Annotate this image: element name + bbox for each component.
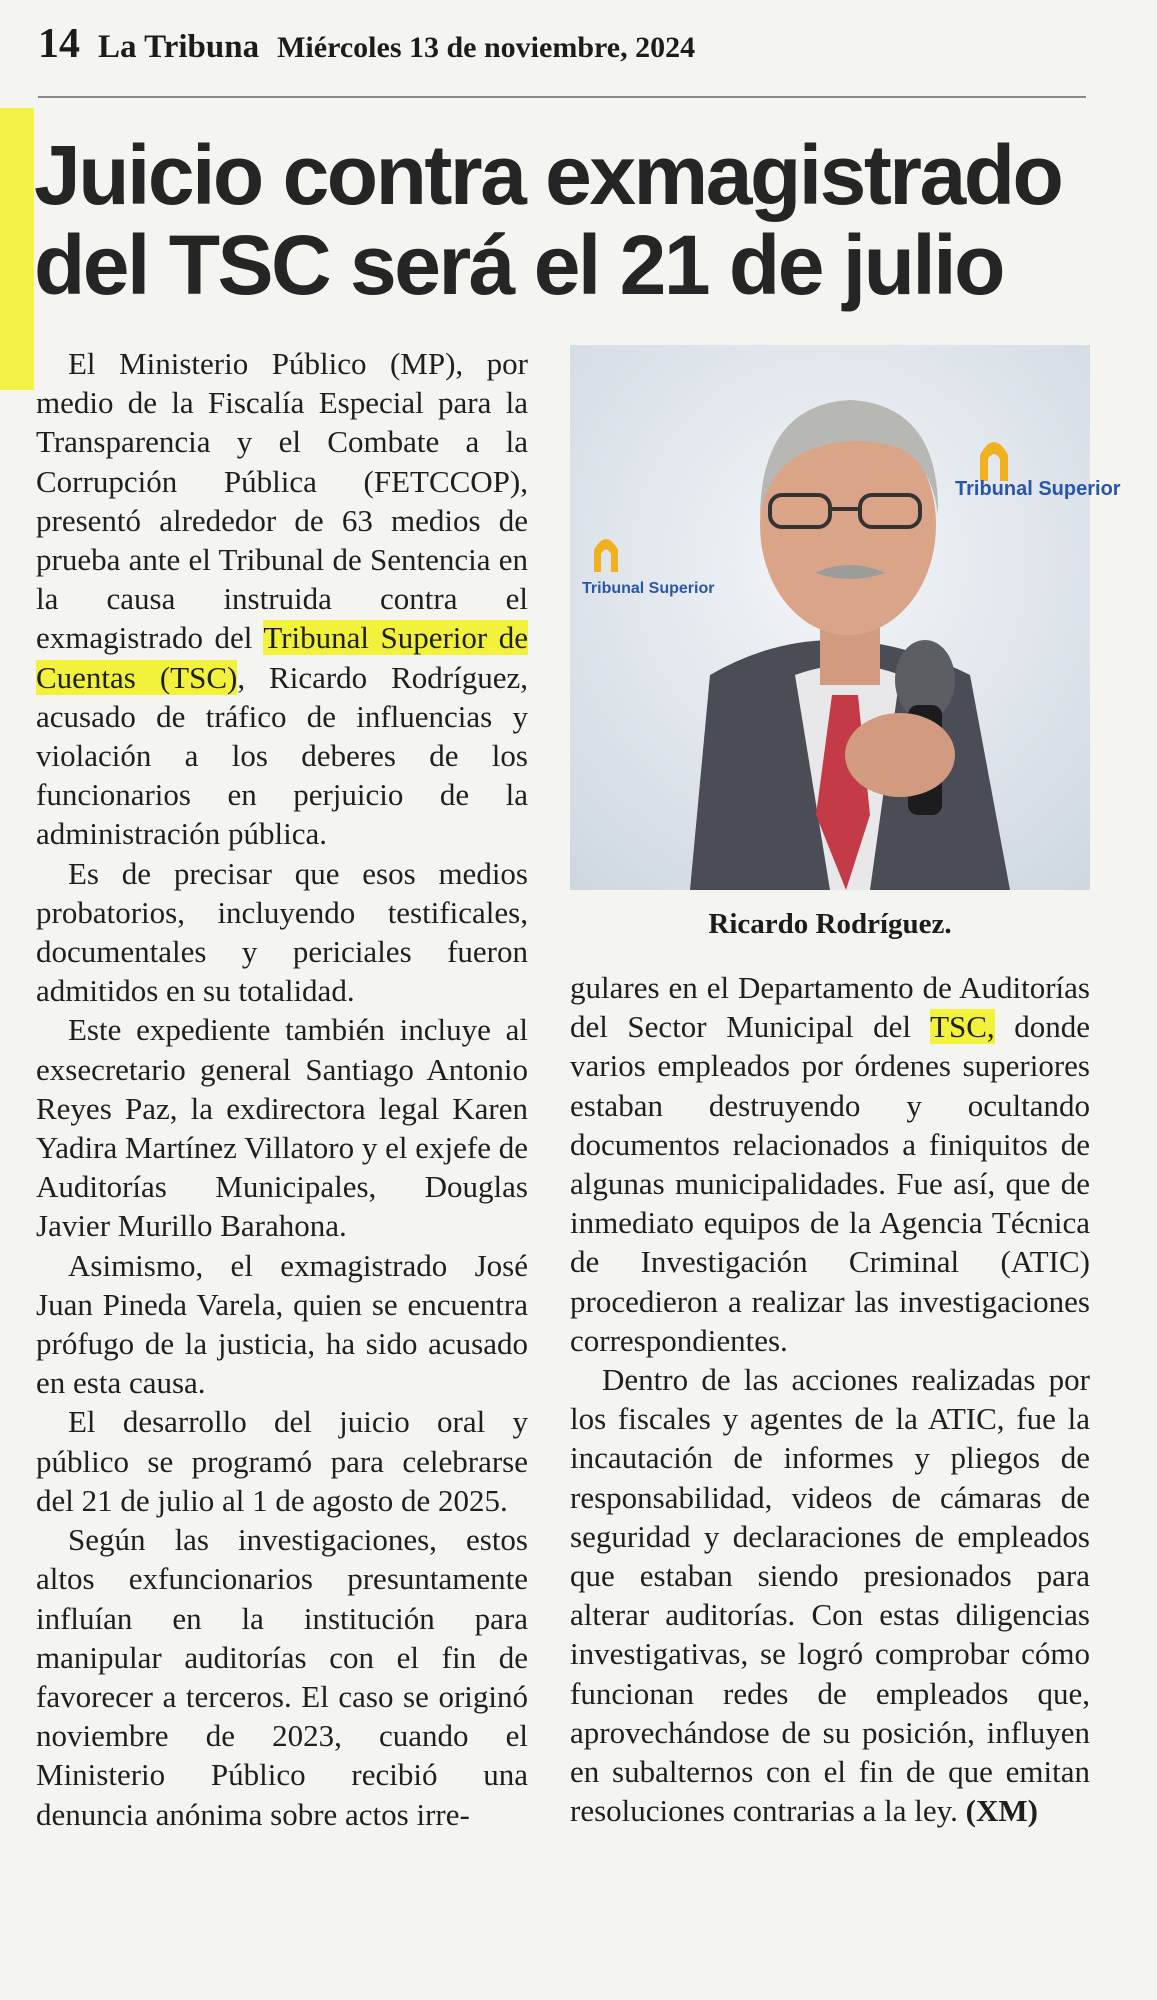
- article-column-left: [36, 344, 528, 1834]
- paragraph-7-text-end: donde varios empleados por órdenes superiores estaban destruyendo y ocultando documentos relacionados a finiquitos de algunas municipalidades. Fue así, que de inmediato equipos de la Agencia Técnica de Investigación Criminal (ATIC) procedieron a realizar las investigaciones correspondientes.: [570, 1009, 1090, 1358]
- article-photo: [570, 345, 1121, 890]
- paragraph-1-text-end: , Ricardo Rodríguez, acusado de tráfico de influencias y violación a los deberes de los funcionarios en perjuicio de la administración pública.: [36, 659, 528, 852]
- paragraph-7-text: gulares en el Departamento de Auditorías del Sector Municipal del: [570, 970, 1090, 1045]
- headline-line-1: Juicio contra exmagistrado: [34, 128, 1062, 222]
- page-number: 14: [38, 21, 80, 67]
- paragraph-6: Según las investigaciones, estos altos exfuncionarios presuntamente influían en la institución para manipular auditorías con el fin de favorecer a terceros. El caso se originó noviembre de 2023, cuando el Ministerio Público recibió una denuncia anónima sobre actos irre-: [36, 1522, 528, 1832]
- backdrop-text: Tribunal Superior: [955, 478, 1121, 500]
- paragraph-1-text: El Ministerio Público (MP), por medio de la Fiscalía Especial para la Transparencia y el Combate a la Corrupción Pública (FETCCOP), presentó alrededor de 63 medios de prueba ante el Tribunal de Sentencia en la causa instruida contra el exmagistrado del: [36, 346, 528, 656]
- backdrop-text-2: Tribunal Superior: [582, 580, 715, 597]
- newspaper-name: La Tribuna: [98, 29, 260, 65]
- paragraph-3: Este expediente también incluye al exsecretario general Santiago Antonio Reyes Paz, la exdirectora legal Karen Yadira Martínez Villatoro y el exjefe de Auditorías Municipales, Douglas Javier Murillo Barahona.: [36, 1012, 528, 1244]
- paragraph-8: [570, 1360, 1090, 1830]
- paragraph-4: Asimismo, el exmagistrado José Juan Pineda Varela, quien se encuentra prófugo de la justicia, ha sido acusado en esta causa.: [36, 1247, 528, 1401]
- paragraph-8-text: Dentro de las acciones realizadas por los fiscales y agentes de la ATIC, fue la incautación de informes y pliegos de responsabilidad, videos de cámaras de seguridad y declaraciones de empleados que estaban siendo presionados para alterar auditorías. Con estas diligencias investigativas, se logró comprobar cómo funcionan redes de empleados que, aprovechándose de su posición, influyen en subalternos con el fin de que emitan resoluciones contrarias a la ley.: [570, 1362, 1090, 1829]
- paragraph-1: [36, 344, 528, 854]
- highlighted-text: Tribunal Superior de Cuentas (TSC): [36, 620, 528, 695]
- portrait-image: [570, 345, 1121, 890]
- paragraph-2: Es de precisar que esos medios probatorios, incluyendo testificales, documentales y periciales fueron admitidos en su totalidad.: [36, 855, 528, 1009]
- paragraph-5: El desarrollo del juicio oral y público se programó para celebrarse del 21 de julio al 1 de agosto de 2025.: [36, 1404, 528, 1518]
- article-headline: [34, 130, 1094, 310]
- paragraph-7: [570, 968, 1090, 1360]
- issue-date: Miércoles 13 de noviembre, 2024: [277, 31, 696, 64]
- author-signature: (XM): [965, 1793, 1038, 1829]
- header-rule: [38, 96, 1086, 98]
- headline-line-2: del TSC será el 21 de julio: [34, 218, 1003, 312]
- highlighter-mark: [0, 108, 34, 390]
- article-column-right: [570, 968, 1090, 1830]
- photo-caption: Ricardo Rodríguez.: [708, 908, 952, 940]
- highlighted-text-tsc: TSC,: [930, 1009, 995, 1045]
- masthead: [38, 20, 1088, 80]
